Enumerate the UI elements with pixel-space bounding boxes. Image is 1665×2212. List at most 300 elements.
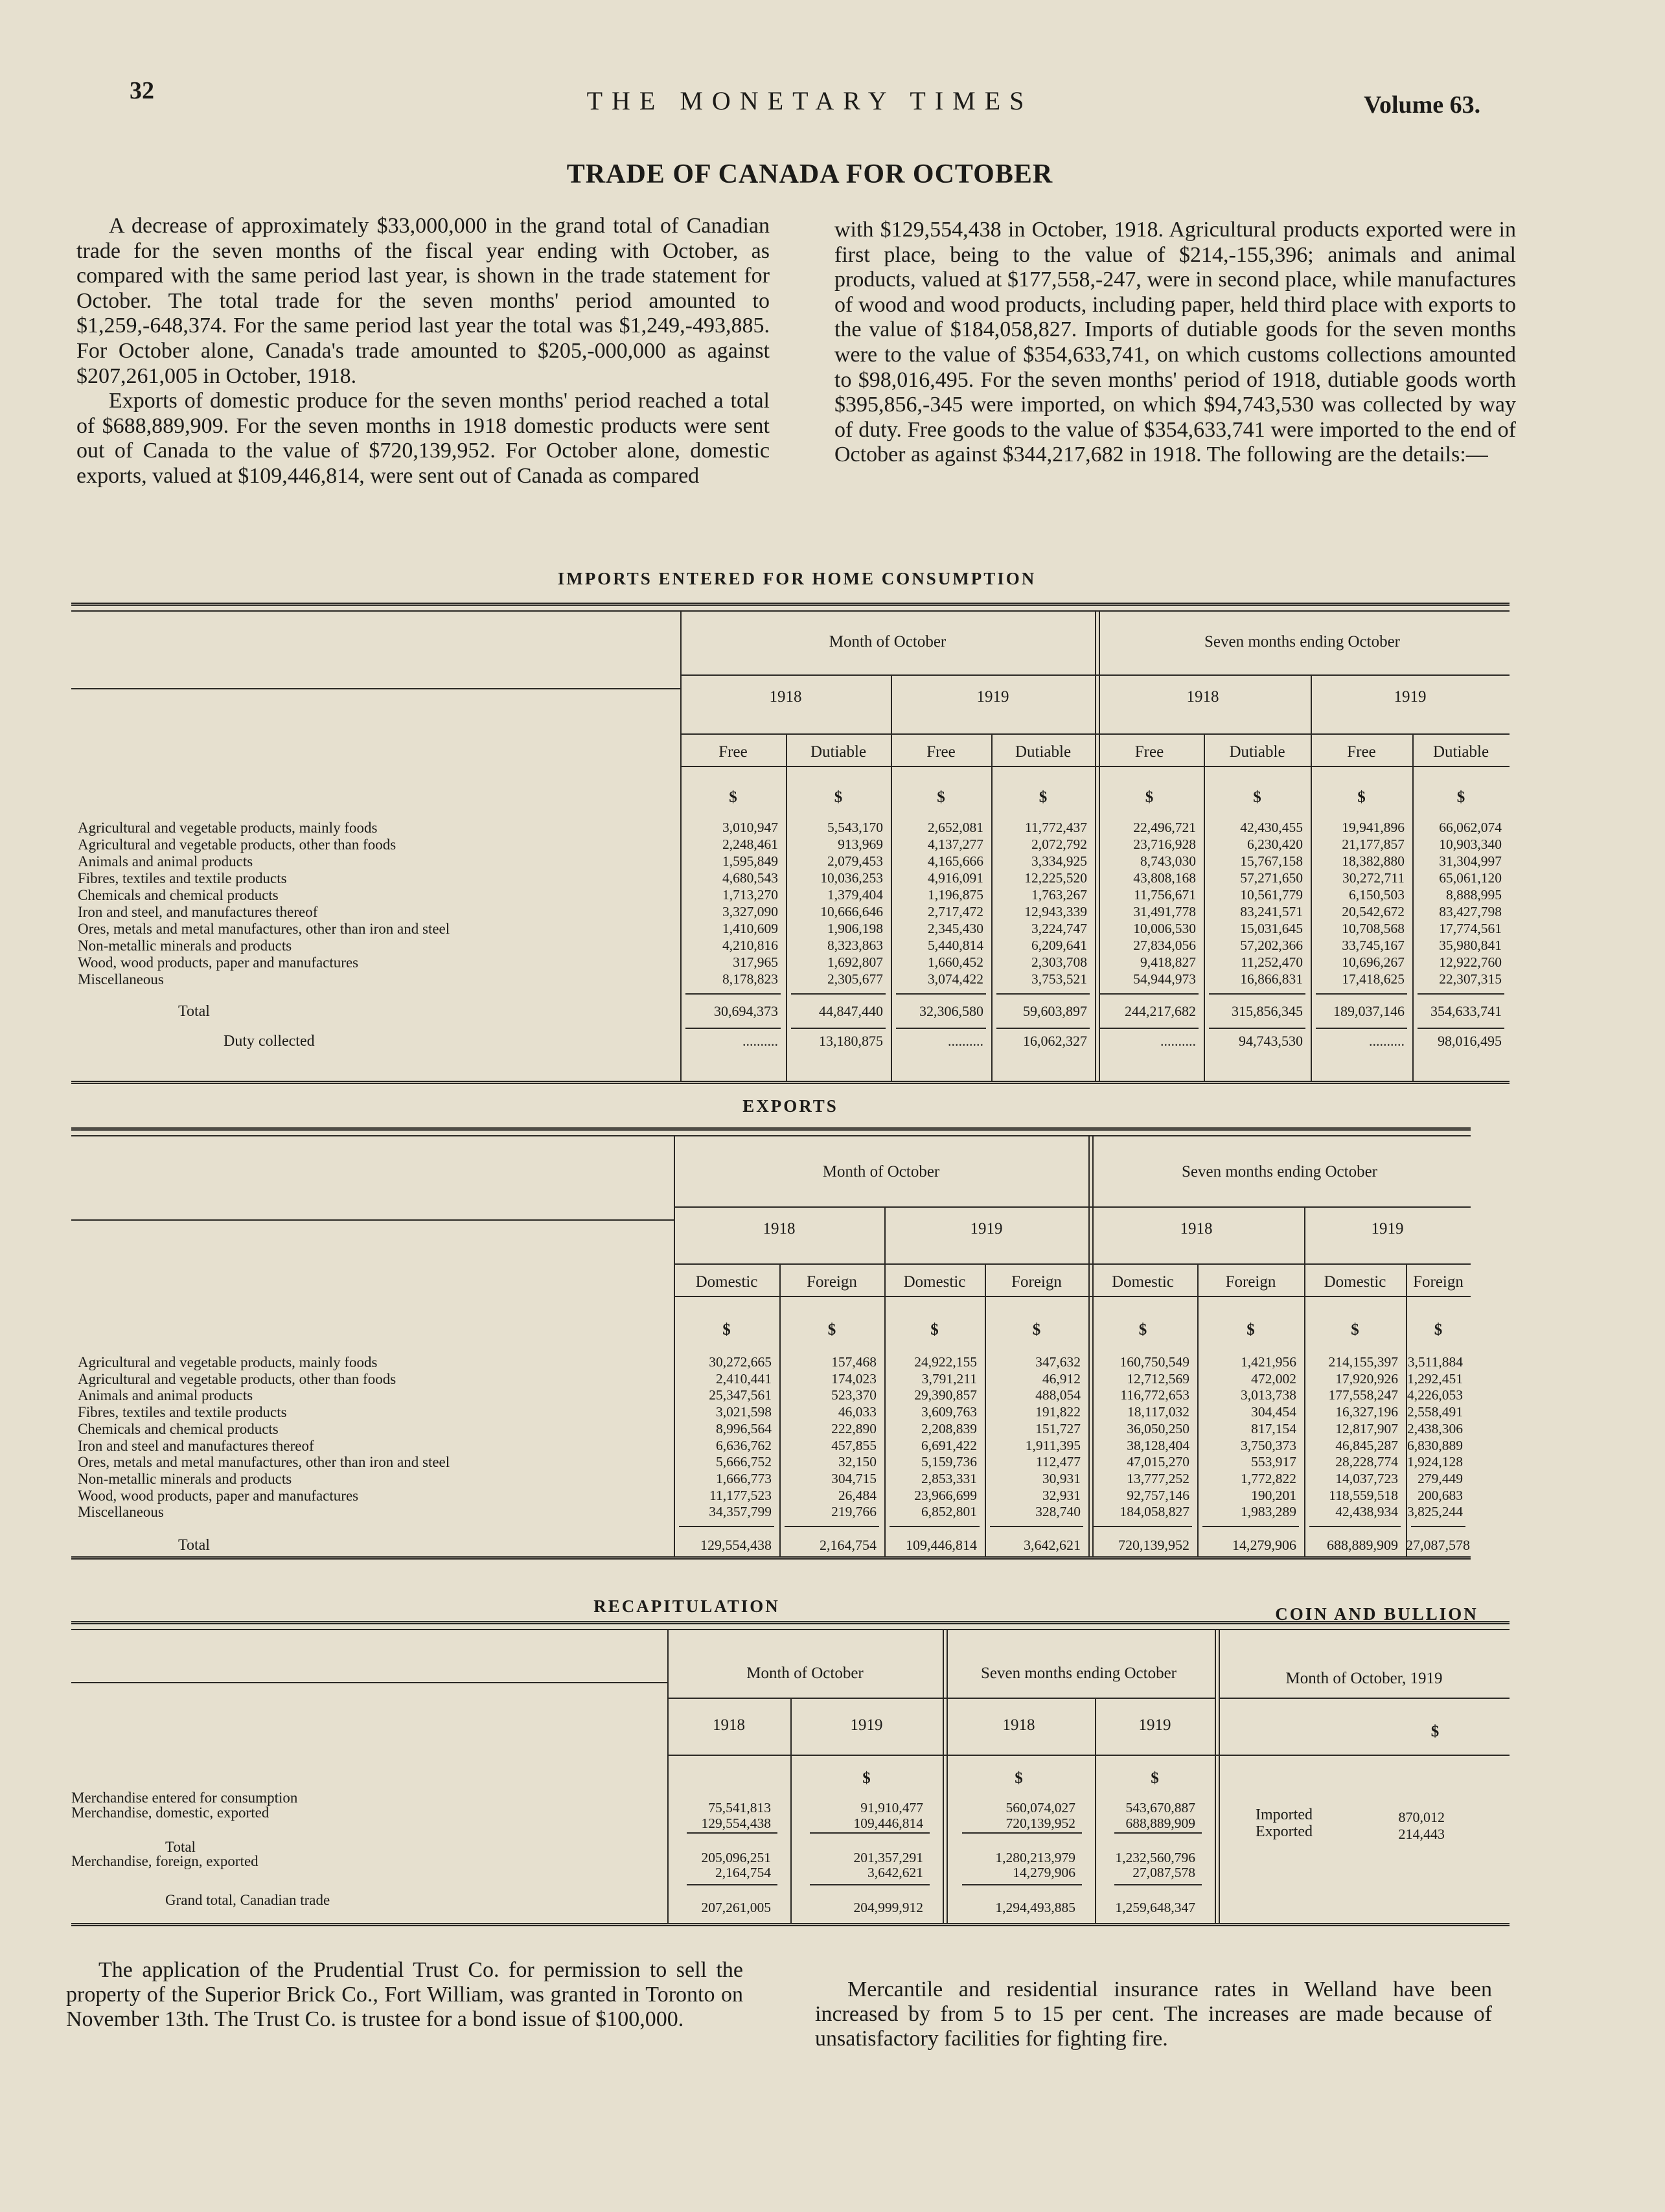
table-rule bbox=[1418, 993, 1504, 995]
cell-value: 18,117,032 bbox=[1127, 1404, 1189, 1420]
table-rule bbox=[1114, 1884, 1202, 1885]
cell-value: 8,178,823 bbox=[722, 971, 778, 987]
cell-value: 36,050,250 bbox=[1127, 1420, 1189, 1436]
total-value: 32,306,580 bbox=[919, 1003, 983, 1019]
table-rule bbox=[71, 1621, 1510, 1624]
table-rule bbox=[1219, 1698, 1510, 1699]
total-value: 315,856,345 bbox=[1232, 1003, 1303, 1019]
cell-value: 2,652,081 bbox=[928, 820, 983, 835]
table-rule bbox=[1202, 1526, 1299, 1527]
table-rule bbox=[1100, 1028, 1199, 1029]
cell-value: 1,666,773 bbox=[716, 1470, 772, 1486]
duty-value: 98,016,495 bbox=[1438, 1033, 1502, 1049]
cell-value: 30,272,711 bbox=[1342, 870, 1405, 886]
header-subcolumn: Free bbox=[926, 743, 956, 761]
cell-value: 3,074,422 bbox=[928, 971, 983, 987]
table-rule bbox=[810, 1832, 930, 1834]
cell-value: 17,774,561 bbox=[1439, 921, 1502, 936]
currency-mark: $ bbox=[1253, 789, 1261, 806]
table-rule bbox=[791, 1028, 886, 1029]
row-label: Ores, metals and metal manufactures, other than iron and steel bbox=[78, 1454, 450, 1471]
cell-value: 57,202,366 bbox=[1240, 938, 1303, 953]
cell-value: 38,128,404 bbox=[1127, 1437, 1189, 1453]
cell-value: 11,177,523 bbox=[709, 1487, 772, 1503]
footer-right-item bbox=[815, 1977, 1492, 2051]
header-subcolumn: Dutiable bbox=[1432, 743, 1489, 761]
table-rule bbox=[680, 733, 1510, 735]
duty-value: 13,180,875 bbox=[819, 1033, 883, 1049]
cell-value: 116,772,653 bbox=[1120, 1387, 1189, 1403]
total-value: 720,139,952 bbox=[1118, 1537, 1189, 1553]
header-subcolumn: Dutiable bbox=[1229, 743, 1285, 761]
cell-value: 472,002 bbox=[1251, 1370, 1296, 1387]
cell-value: 2,345,430 bbox=[928, 921, 983, 936]
table-rule bbox=[71, 1556, 1471, 1560]
table-rule bbox=[680, 674, 1510, 676]
cell-value: 12,922,760 bbox=[1439, 954, 1502, 970]
total-value: 44,847,440 bbox=[819, 1003, 883, 1019]
cell-value: 10,696,267 bbox=[1342, 954, 1405, 970]
cell-value: 304,454 bbox=[1251, 1404, 1296, 1420]
cell-value: 3,327,090 bbox=[722, 904, 778, 919]
cell-value: 279,449 bbox=[1418, 1470, 1463, 1486]
cell-value: 219,766 bbox=[831, 1504, 877, 1520]
table-rule bbox=[687, 1832, 777, 1834]
header-year: 1919 bbox=[1138, 1716, 1171, 1734]
cell-value: 65,061,120 bbox=[1439, 870, 1502, 886]
table-rule bbox=[71, 1127, 1471, 1131]
cell-value: 26,484 bbox=[838, 1487, 877, 1503]
coin-value: 214,443 bbox=[1398, 1826, 1445, 1842]
cell-value: 15,767,158 bbox=[1240, 853, 1303, 869]
cell-value: 3,753,521 bbox=[1031, 971, 1087, 987]
cell-value: 1,763,267 bbox=[1031, 887, 1087, 903]
total-value: 354,633,741 bbox=[1430, 1003, 1502, 1019]
cell-value: 304,715 bbox=[831, 1470, 877, 1486]
row-label: Non-metallic minerals and products bbox=[78, 1470, 292, 1487]
cell-value: 9,418,827 bbox=[1140, 954, 1196, 970]
cell-value: 2,438,306 bbox=[1407, 1420, 1463, 1436]
table-rule bbox=[687, 1884, 777, 1885]
column-rule bbox=[1215, 1629, 1216, 1923]
cell-value: 10,036,253 bbox=[820, 870, 883, 886]
cell-value: 3,511,884 bbox=[1407, 1354, 1463, 1370]
table-rule bbox=[685, 1028, 781, 1029]
table-rule bbox=[896, 1028, 986, 1029]
cell-value: 214,155,397 bbox=[1328, 1354, 1398, 1370]
row-label: Fibres, textiles and textile products bbox=[78, 1404, 287, 1421]
duty-value: 94,743,530 bbox=[1239, 1033, 1303, 1049]
row-label: Miscellaneous bbox=[78, 1504, 164, 1521]
cell-value: 1,906,198 bbox=[827, 921, 883, 936]
footer-left-item bbox=[66, 1958, 743, 2032]
cell-value: 8,743,030 bbox=[1140, 853, 1196, 869]
cell-value: 207,261,005 bbox=[701, 1900, 771, 1915]
currency-mark: $ bbox=[827, 1321, 836, 1339]
table-rule bbox=[962, 1832, 1082, 1834]
cell-value: 177,558,247 bbox=[1328, 1387, 1398, 1403]
row-label: Agricultural and vegetable products, mainly foods bbox=[78, 820, 378, 836]
table-rule bbox=[810, 1884, 930, 1885]
duty-value: .......... bbox=[1160, 1033, 1196, 1049]
cell-value: 1,421,956 bbox=[1241, 1354, 1296, 1370]
table-rule bbox=[1114, 1832, 1202, 1834]
table-rule bbox=[71, 1135, 1471, 1136]
cell-value: 92,757,146 bbox=[1127, 1487, 1189, 1503]
paragraph: The application of the Prudential Trust Co. for permission to sell the property of the Superior Brick Co., Fort William, was granted in Toronto on November 13th. The Trust Co. is trustee for a bond issue of $100,000. bbox=[66, 1958, 743, 2031]
cell-value: 817,154 bbox=[1251, 1420, 1296, 1436]
total-value: 3,642,621 bbox=[1024, 1537, 1081, 1553]
cell-value: 5,543,170 bbox=[827, 820, 883, 835]
cell-value: 31,491,778 bbox=[1133, 904, 1196, 919]
cell-value: 12,817,907 bbox=[1335, 1420, 1398, 1436]
currency-mark: $ bbox=[1430, 1723, 1440, 1740]
cell-value: 20,542,672 bbox=[1342, 904, 1405, 919]
header-year: 1919 bbox=[850, 1716, 883, 1734]
table-rule bbox=[791, 993, 886, 995]
cell-value: 91,910,477 bbox=[860, 1800, 923, 1815]
cell-value: 6,636,762 bbox=[716, 1437, 772, 1453]
cell-value: 29,390,857 bbox=[914, 1387, 977, 1403]
table-rule bbox=[1100, 993, 1199, 995]
cell-value: 5,440,814 bbox=[928, 938, 983, 953]
cell-value: 11,772,437 bbox=[1025, 820, 1087, 835]
cell-value: 204,999,912 bbox=[853, 1900, 923, 1915]
total-value: 688,889,909 bbox=[1327, 1537, 1398, 1553]
currency-mark: $ bbox=[1434, 1321, 1443, 1339]
cell-value: 14,037,723 bbox=[1335, 1470, 1398, 1486]
imports-table-title: IMPORTS ENTERED FOR HOME CONSUMPTION bbox=[557, 569, 1037, 588]
cell-value: 560,074,027 bbox=[1005, 1800, 1075, 1815]
cell-value: 4,137,277 bbox=[928, 836, 983, 852]
cell-value: 317,965 bbox=[733, 954, 778, 970]
currency-mark: $ bbox=[1032, 1321, 1041, 1339]
row-label: Ores, metals and metal manufactures, other than iron and steel bbox=[78, 921, 450, 937]
cell-value: 25,347,561 bbox=[709, 1387, 772, 1403]
row-label: Merchandise entered for consumption bbox=[71, 1790, 298, 1806]
cell-value: 47,015,270 bbox=[1127, 1454, 1189, 1470]
row-label: Wood, wood products, paper and manufactures bbox=[78, 1487, 359, 1504]
header-seven-months: Seven months ending October bbox=[1181, 1163, 1378, 1181]
cell-value: 30,272,665 bbox=[709, 1354, 772, 1370]
cell-value: 1,379,404 bbox=[827, 887, 883, 903]
cell-value: 22,307,315 bbox=[1439, 971, 1502, 987]
cell-value: 2,853,331 bbox=[921, 1470, 977, 1486]
table-rule bbox=[679, 1526, 774, 1527]
cell-value: 22,496,721 bbox=[1133, 820, 1196, 835]
total-value: 2,164,754 bbox=[820, 1537, 877, 1553]
paragraph: with $129,554,438 in October, 1918. Agricultural products exported were in first place, being to the value of $214,-155,396; animals and animal products, valued at $177,558,-247, were in second place, while manufactures of wood and wood products, including paper, held third place with exports to the value of $184,058,827. Imports of dutiable goods for the seven months were to the value of $354,633,741, on which customs collections amounted to $98,016,495. For the seven months' period of 1918, dutiable goods worth $395,856,-345 were imported, on which $94,743,530 was collected by way of duty. Free goods to the value of $354,633,741 were imported to the end of October as against $344,217,682 in 1918. The following are the details:— bbox=[834, 218, 1516, 467]
cell-value: 3,791,211 bbox=[921, 1370, 977, 1387]
row-label: Agricultural and vegetable products, other than foods bbox=[78, 1370, 396, 1387]
cell-value: 3,825,244 bbox=[1407, 1504, 1463, 1520]
header-subcolumn: Free bbox=[1134, 743, 1164, 761]
cell-value: 33,745,167 bbox=[1342, 938, 1405, 953]
cell-value: 19,941,896 bbox=[1342, 820, 1405, 835]
header-month-of-october: Month of October bbox=[829, 633, 947, 651]
total-label: Total bbox=[178, 1003, 210, 1020]
currency-mark: $ bbox=[1039, 789, 1048, 806]
header-year: 1918 bbox=[1186, 688, 1219, 706]
header-subcolumn: Foreign bbox=[1011, 1273, 1062, 1291]
cell-value: 32,150 bbox=[838, 1454, 877, 1470]
table-rule bbox=[674, 1263, 1471, 1265]
cell-value: 17,920,926 bbox=[1335, 1370, 1398, 1387]
row-label: Fibres, textiles and textile products bbox=[78, 870, 287, 886]
cell-value: 1,983,289 bbox=[1241, 1504, 1296, 1520]
header-subcolumn: Free bbox=[718, 743, 748, 761]
page-number: 32 bbox=[130, 77, 154, 104]
table-rule bbox=[71, 1923, 1510, 1926]
cell-value: 23,716,928 bbox=[1133, 836, 1196, 852]
cell-value: 34,357,799 bbox=[709, 1504, 772, 1520]
total-value: 59,603,897 bbox=[1023, 1003, 1087, 1019]
cell-value: 151,727 bbox=[1035, 1420, 1081, 1436]
row-label: Animals and animal products bbox=[78, 1387, 253, 1404]
cell-value: 10,666,646 bbox=[820, 904, 883, 919]
cell-value: 2,305,677 bbox=[827, 971, 883, 987]
cell-value: 6,830,889 bbox=[1407, 1437, 1463, 1453]
masthead: THE MONETARY TIMES bbox=[586, 86, 1033, 115]
cell-value: 457,855 bbox=[831, 1437, 877, 1453]
row-label: Wood, wood products, paper and manufactures bbox=[78, 954, 359, 971]
cell-value: 488,054 bbox=[1035, 1387, 1081, 1403]
table-rule bbox=[1209, 993, 1305, 995]
total-value: 14,279,906 bbox=[1232, 1537, 1296, 1553]
cell-value: 13,777,252 bbox=[1127, 1470, 1189, 1486]
cell-value: 1,911,395 bbox=[1025, 1437, 1081, 1453]
cell-value: 14,279,906 bbox=[1013, 1865, 1075, 1880]
cell-value: 3,642,621 bbox=[867, 1865, 923, 1880]
currency-mark: $ bbox=[834, 789, 843, 806]
cell-value: 1,713,270 bbox=[722, 887, 778, 903]
cell-value: 2,303,708 bbox=[1031, 954, 1087, 970]
cell-value: 205,096,251 bbox=[701, 1850, 771, 1865]
header-seven-months: Seven months ending October bbox=[980, 1665, 1177, 1682]
duty-value: 16,062,327 bbox=[1023, 1033, 1087, 1049]
table-rule bbox=[996, 1028, 1090, 1029]
cell-value: 42,438,934 bbox=[1335, 1504, 1398, 1520]
cell-value: 42,430,455 bbox=[1240, 820, 1303, 835]
row-label: Non-metallic minerals and products bbox=[78, 938, 292, 954]
currency-mark: $ bbox=[722, 1321, 731, 1339]
currency-mark: $ bbox=[1015, 1769, 1023, 1787]
cell-value: 83,241,571 bbox=[1240, 904, 1303, 919]
duty-value: .......... bbox=[948, 1033, 983, 1049]
cell-value: 1,410,609 bbox=[722, 921, 778, 936]
cell-value: 1,294,493,885 bbox=[995, 1900, 1075, 1915]
cell-value: 32,931 bbox=[1042, 1487, 1081, 1503]
duty-value: .......... bbox=[742, 1033, 778, 1049]
currency-mark: $ bbox=[862, 1769, 871, 1787]
cell-value: 43,808,168 bbox=[1133, 870, 1196, 886]
cell-value: 720,139,952 bbox=[1005, 1815, 1075, 1831]
cell-value: 27,087,578 bbox=[1132, 1865, 1195, 1880]
table-rule bbox=[674, 1296, 1471, 1297]
table-rule bbox=[71, 610, 1510, 612]
cell-value: 11,252,470 bbox=[1241, 954, 1303, 970]
header-month-of-october: Month of October bbox=[746, 1665, 864, 1682]
cell-value: 30,931 bbox=[1042, 1470, 1081, 1486]
row-label: Iron and steel and manufactures thereof bbox=[78, 1437, 314, 1454]
cell-value: 3,021,598 bbox=[716, 1404, 772, 1420]
cell-value: 4,210,816 bbox=[722, 938, 778, 953]
cell-value: 18,382,880 bbox=[1342, 853, 1405, 869]
cell-value: 3,224,747 bbox=[1031, 921, 1087, 936]
coin-row-label: Imported bbox=[1256, 1806, 1313, 1823]
cell-value: 3,334,925 bbox=[1031, 853, 1087, 869]
table-rule bbox=[71, 603, 1510, 606]
cell-value: 4,165,666 bbox=[928, 853, 983, 869]
header-subcolumn: Domestic bbox=[695, 1273, 758, 1291]
table-rule bbox=[71, 1629, 1510, 1630]
header-year: 1919 bbox=[1371, 1220, 1404, 1238]
cell-value: 201,357,291 bbox=[853, 1850, 923, 1865]
volume-label: Volume 63. bbox=[1364, 91, 1481, 119]
cell-value: 129,554,438 bbox=[701, 1815, 771, 1831]
header-year: 1918 bbox=[1180, 1220, 1213, 1238]
cell-value: 112,477 bbox=[1035, 1454, 1081, 1470]
header-subcolumn: Foreign bbox=[1413, 1273, 1464, 1291]
table-rule bbox=[785, 1526, 879, 1527]
cell-value: 10,903,340 bbox=[1439, 836, 1502, 852]
cell-value: 23,966,699 bbox=[914, 1487, 977, 1503]
table-rule bbox=[890, 1526, 980, 1527]
table-rule bbox=[896, 993, 986, 995]
table-rule bbox=[1094, 1526, 1192, 1527]
exports-table-title: EXPORTS bbox=[742, 1096, 838, 1116]
row-label: Miscellaneous bbox=[78, 971, 164, 987]
currency-mark: $ bbox=[937, 789, 945, 806]
cell-value: 913,969 bbox=[838, 836, 883, 852]
row-label: Total bbox=[165, 1839, 196, 1855]
table-rule bbox=[685, 993, 781, 995]
cell-value: 12,225,520 bbox=[1024, 870, 1087, 886]
currency-mark: $ bbox=[1138, 1321, 1147, 1339]
table-rule bbox=[1316, 1028, 1407, 1029]
table-rule bbox=[71, 1081, 1510, 1084]
cell-value: 174,023 bbox=[831, 1370, 877, 1387]
paragraph: A decrease of approximately $33,000,000 in the grand total of Canadian trade for the seven months of the fiscal year ending with October, as compared with the same period last year, is shown in the trade statement for October. The total trade for the seven months' period amounted to $1,259,-648,374. For the same period last year the total was $1,249,-493,885. For October alone, Canada's trade amounted to $205,-000,000 as against $207,261,005 in October, 1918. bbox=[76, 214, 770, 388]
table-rule bbox=[1309, 1526, 1401, 1527]
cell-value: 2,079,453 bbox=[827, 853, 883, 869]
cell-value: 523,370 bbox=[831, 1387, 877, 1403]
cell-value: 1,692,807 bbox=[827, 954, 883, 970]
row-label: Merchandise, foreign, exported bbox=[71, 1853, 258, 1869]
cell-value: 1,660,452 bbox=[928, 954, 983, 970]
header-subcolumn: Dutiable bbox=[1015, 743, 1072, 761]
cell-value: 8,996,564 bbox=[716, 1420, 772, 1436]
currency-mark: $ bbox=[1151, 1769, 1159, 1787]
row-label: Agricultural and vegetable products, other than foods bbox=[78, 836, 396, 853]
cell-value: 1,259,648,347 bbox=[1115, 1900, 1195, 1915]
cell-value: 6,230,420 bbox=[1247, 836, 1303, 852]
cell-value: 2,072,792 bbox=[1031, 836, 1087, 852]
cell-value: 12,943,339 bbox=[1024, 904, 1087, 919]
cell-value: 54,944,973 bbox=[1133, 971, 1196, 987]
header-subcolumn: Foreign bbox=[807, 1273, 857, 1291]
table-rule bbox=[680, 766, 1510, 767]
currency-mark: $ bbox=[1456, 789, 1465, 806]
header-year: 1918 bbox=[763, 1220, 796, 1238]
header-year: 1919 bbox=[970, 1220, 1003, 1238]
cell-value: 6,852,801 bbox=[921, 1504, 977, 1520]
coin-row-label: Exported bbox=[1256, 1823, 1313, 1840]
cell-value: 1,772,822 bbox=[1241, 1470, 1296, 1486]
row-label: Grand total, Canadian trade bbox=[165, 1892, 330, 1908]
cell-value: 83,427,798 bbox=[1439, 904, 1502, 919]
header-subcolumn: Foreign bbox=[1225, 1273, 1276, 1291]
row-label: Agricultural and vegetable products, mainly foods bbox=[78, 1354, 378, 1370]
total-value: 109,446,814 bbox=[906, 1537, 977, 1553]
total-label: Total bbox=[178, 1537, 210, 1554]
cell-value: 2,717,472 bbox=[928, 904, 983, 919]
cell-value: 10,561,779 bbox=[1240, 887, 1303, 903]
cell-value: 118,559,518 bbox=[1329, 1487, 1398, 1503]
cell-value: 109,446,814 bbox=[853, 1815, 923, 1831]
total-value: 27,087,578 bbox=[1406, 1537, 1470, 1553]
row-label: Merchandise, domestic, exported bbox=[71, 1804, 270, 1821]
cell-value: 2,164,754 bbox=[715, 1865, 771, 1880]
article-right-column bbox=[834, 218, 1516, 468]
header-subcolumn: Domestic bbox=[903, 1273, 966, 1291]
table-rule bbox=[71, 1219, 674, 1221]
table-rule bbox=[990, 1526, 1083, 1527]
total-value: 244,217,682 bbox=[1125, 1003, 1196, 1019]
header-seven-months: Seven months ending October bbox=[1204, 633, 1401, 651]
currency-mark: $ bbox=[1145, 789, 1154, 806]
total-value: 30,694,373 bbox=[714, 1003, 778, 1019]
cell-value: 191,822 bbox=[1035, 1404, 1081, 1420]
header-subcolumn: Free bbox=[1347, 743, 1376, 761]
cell-value: 160,750,549 bbox=[1120, 1354, 1189, 1370]
cell-value: 15,031,645 bbox=[1240, 921, 1303, 936]
cell-value: 1,924,128 bbox=[1407, 1454, 1463, 1470]
cell-value: 16,327,196 bbox=[1335, 1404, 1398, 1420]
total-value: 189,037,146 bbox=[1333, 1003, 1405, 1019]
table-rule bbox=[962, 1884, 1082, 1885]
table-rule bbox=[996, 993, 1090, 995]
header-year: 1919 bbox=[1394, 688, 1427, 706]
row-label: Chemicals and chemical products bbox=[78, 887, 279, 903]
cell-value: 8,888,995 bbox=[1446, 887, 1502, 903]
header-year: 1918 bbox=[713, 1716, 745, 1734]
cell-value: 222,890 bbox=[831, 1420, 877, 1436]
cell-value: 46,912 bbox=[1042, 1370, 1081, 1387]
cell-value: 3,750,373 bbox=[1241, 1437, 1296, 1453]
cell-value: 5,666,752 bbox=[716, 1454, 772, 1470]
cell-value: 4,916,091 bbox=[928, 870, 983, 886]
cell-value: 4,680,543 bbox=[722, 870, 778, 886]
cell-value: 1,292,451 bbox=[1407, 1370, 1463, 1387]
table-rule bbox=[674, 1206, 1471, 1208]
paragraph: Mercantile and residential insurance rates in Welland have been increased by from 5 to 15 per cent. The increases are made because of unsatisfactory facilities for fighting fire. bbox=[815, 1977, 1492, 2051]
table-rule bbox=[1209, 1028, 1305, 1029]
cell-value: 328,740 bbox=[1035, 1504, 1081, 1520]
cell-value: 1,232,560,796 bbox=[1115, 1850, 1195, 1865]
paragraph: Exports of domestic produce for the seven months' period reached a total of $688,889,909. For the seven months in 1918 domestic products were sent out of Canada to the value of $720,139,952. For October alone, domestic exports, valued at $109,446,814, were sent out of Canada as compared bbox=[76, 389, 770, 488]
table-rule bbox=[667, 1698, 1215, 1699]
header-month-of-october: Month of October bbox=[822, 1163, 940, 1181]
header-subcolumn: Domestic bbox=[1324, 1273, 1386, 1291]
cell-value: 3,013,738 bbox=[1241, 1387, 1296, 1403]
cell-value: 190,201 bbox=[1251, 1487, 1296, 1503]
total-value: 129,554,438 bbox=[700, 1537, 772, 1553]
cell-value: 28,228,774 bbox=[1335, 1454, 1398, 1470]
header-year: 1919 bbox=[976, 688, 1009, 706]
table-rule bbox=[667, 1755, 1510, 1756]
cell-value: 6,691,422 bbox=[921, 1437, 977, 1453]
